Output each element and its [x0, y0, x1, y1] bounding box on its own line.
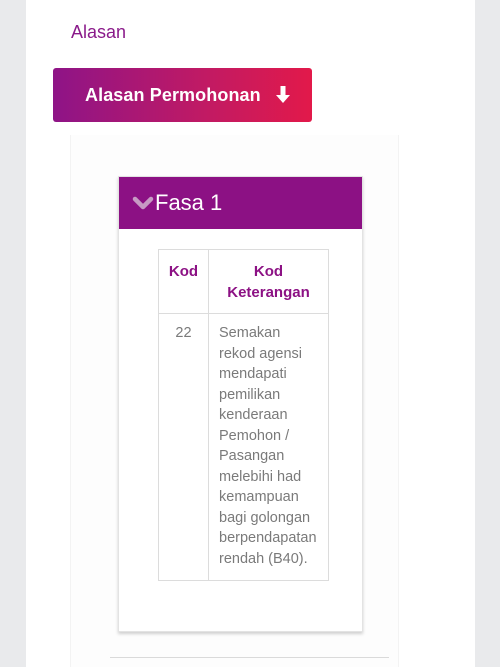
reason-table — [158, 249, 329, 581]
phase-title: Fasa 1 — [155, 190, 223, 215]
table-row — [159, 314, 329, 581]
divider — [110, 657, 389, 658]
chevron-down-icon — [132, 195, 154, 211]
phase-card-header[interactable] — [119, 177, 362, 229]
reason-toggle-button[interactable] — [53, 68, 312, 122]
reason-button-label: Alasan Permohonan — [85, 84, 261, 105]
reason-description-cell: Semakan rekod agensi mendapati pemilikan kenderaan Pemohon / Pasangan melebihi had kemampuan bagi golongan berpendapatan rendah (B40). — [209, 314, 329, 581]
page-container — [26, 0, 475, 667]
section-label: Alasan — [71, 22, 127, 42]
phase-card — [118, 176, 363, 632]
reason-code-cell: 22 — [159, 314, 209, 581]
table-header-row — [159, 250, 329, 314]
column-header-code: Kod — [159, 250, 209, 314]
arrow-down-icon — [275, 85, 291, 105]
column-header-description: Kod Keterangan — [209, 250, 329, 314]
